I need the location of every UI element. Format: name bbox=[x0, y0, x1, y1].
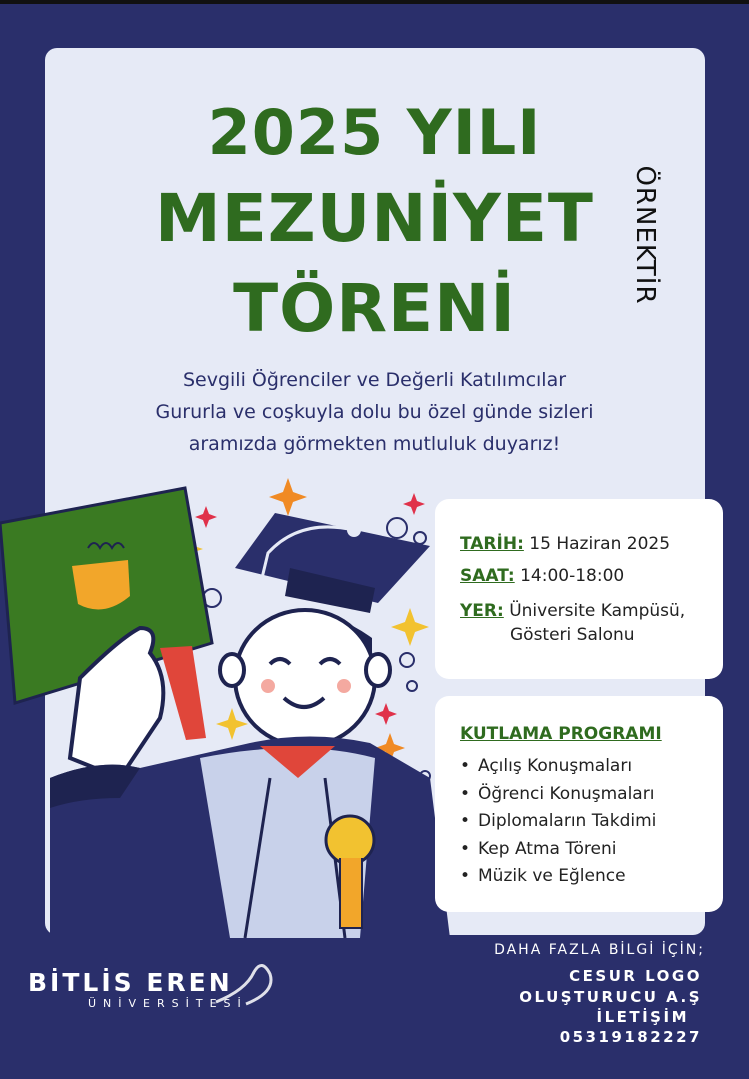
program-item: • Müzik ve Eğlence bbox=[460, 866, 656, 894]
top-edge bbox=[0, 0, 749, 4]
logo-swoosh-icon bbox=[206, 962, 276, 1008]
program-card bbox=[435, 696, 723, 912]
place-row bbox=[460, 601, 685, 621]
mortarboard-cap bbox=[235, 513, 430, 613]
place-value-line-2: Gösteri Salonu bbox=[510, 625, 635, 645]
program-item: • Öğrenci Konuşmaları bbox=[460, 784, 656, 812]
title-line-3: TÖRENİ bbox=[233, 270, 516, 347]
sparkle-icon bbox=[391, 608, 429, 646]
intro-line-3: aramızda görmekten mutluluk duyarız! bbox=[188, 433, 561, 455]
date-label: TARİH: bbox=[460, 534, 524, 554]
date-row bbox=[460, 534, 670, 554]
graduate-illustration bbox=[0, 478, 470, 938]
program-item: • Kep Atma Töreni bbox=[460, 839, 656, 867]
sparkle-icon bbox=[375, 703, 397, 725]
contact-line-1: CESUR LOGO bbox=[569, 967, 702, 985]
place-value-line-1: Üniversite Kampüsü, bbox=[509, 601, 686, 621]
event-details-card bbox=[435, 499, 723, 679]
time-value: 14:00-18:00 bbox=[520, 566, 625, 586]
place-label: YER: bbox=[460, 601, 504, 621]
sparkle-icon bbox=[195, 506, 217, 528]
student-head bbox=[220, 610, 390, 746]
university-logo-sub: ÜNİVERSİTESİ bbox=[88, 997, 248, 1010]
sample-watermark bbox=[600, 140, 690, 330]
time-label: SAAT: bbox=[460, 566, 515, 586]
program-item: • Diplomaların Takdimi bbox=[460, 811, 656, 839]
sparkle-icon bbox=[403, 493, 425, 515]
sample-watermark-text: ÖRNEKTİR bbox=[630, 165, 660, 305]
intro-line-1: Sevgili Öğrenciler ve Değerli Katılımcılar bbox=[182, 369, 567, 391]
date-value: 15 Haziran 2025 bbox=[529, 534, 671, 554]
title-line-1: 2025 YILI bbox=[207, 96, 542, 169]
contact-heading: DAHA FAZLA BİLGİ İÇİN; bbox=[494, 942, 705, 958]
university-logo bbox=[28, 968, 278, 1028]
contact-line-2: OLUŞTURUCU A.Ş bbox=[519, 988, 702, 1006]
contact-line-3: İLETİŞİM bbox=[596, 1008, 689, 1026]
program-title: KUTLAMA PROGRAMI bbox=[460, 724, 662, 744]
program-item: • Açılış Konuşmaları bbox=[460, 756, 656, 784]
time-row bbox=[460, 566, 624, 586]
graduation-gown bbox=[50, 737, 450, 939]
title-line-2: MEZUNİYET bbox=[155, 180, 594, 257]
intro-line-2: Gururla ve coşkuyla dolu bu özel günde sizleri bbox=[155, 401, 594, 423]
program-list bbox=[460, 756, 656, 894]
university-logo-main: BİTLİS EREN bbox=[28, 968, 233, 997]
sparkle-icon bbox=[269, 478, 307, 516]
contact-phone: 05319182227 bbox=[559, 1028, 702, 1046]
